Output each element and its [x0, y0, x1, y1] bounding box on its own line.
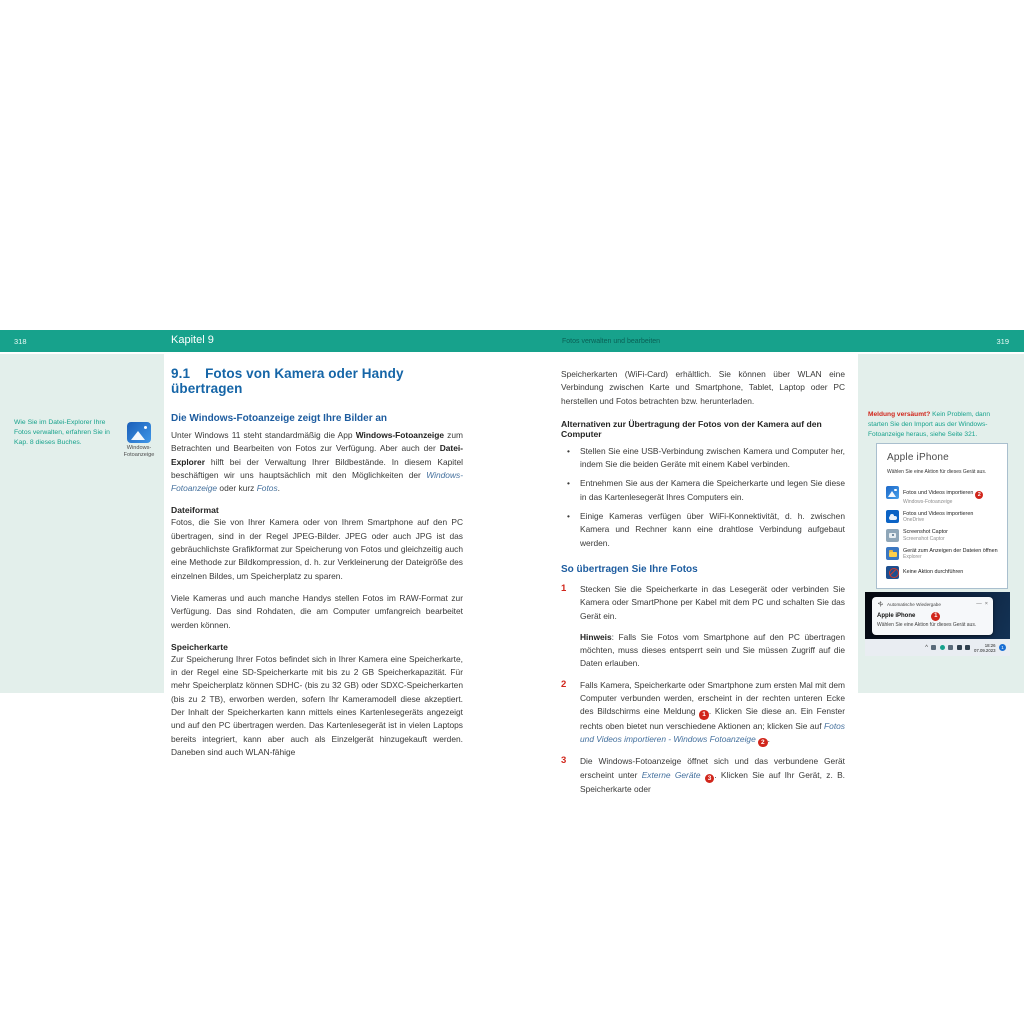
- windows-fotoanzeige-app-block: [122, 422, 156, 458]
- list-item: • Einige Kameras verfügen über WiFi-Konnektivität, d. h. zwischen Kamera und Rechner kann eine drahtlose Verbindung aufgebaut werden.: [561, 510, 845, 550]
- list-item: • Entnehmen Sie aus der Kamera die Speicherkarte und legen Sie diese in das Kartenlesegerät Ihres Computers ein.: [561, 477, 845, 504]
- bullet-icon: •: [567, 511, 570, 522]
- list-item: • Stellen Sie eine USB-Verbindung zwischen Kamera und Computer her, indem Sie die beiden Geräte mit einem Kabel verbinden.: [561, 445, 845, 472]
- autoplay-dialog: [876, 443, 1008, 589]
- close-icon[interactable]: ×: [984, 600, 988, 607]
- margin-note-right: Meldung versäumt? Kein Problem, dann starten Sie den Import aus der Windows-Fotoanzeige heraus, siehe Seite 321.: [868, 411, 991, 439]
- left-margin-column: [0, 354, 164, 693]
- step-number: 2: [561, 678, 567, 690]
- section-title: Fotos von Kamera oder Handy übertragen: [171, 366, 404, 396]
- onedrive-icon: [886, 510, 899, 523]
- step-1: 1 Stecken Sie die Speicherkarte in das Lesegerät oder verbinden Sie Kamera oder SmartPhone per Kabel mit dem PC und schalten Sie das Gerät ein.: [561, 583, 845, 623]
- subheading-fotoanzeige: Die Windows-Fotoanzeige zeigt Ihre Bilder an: [171, 413, 388, 424]
- tray-app-icon[interactable]: [931, 645, 936, 650]
- section-heading: [171, 366, 463, 396]
- subheading-dateiformat: Dateiformat: [171, 505, 219, 516]
- dialog-option-import-onedrive[interactable]: Fotos und Videos importieren OneDrive: [886, 510, 1001, 523]
- running-title: Fotos verwalten und bearbeiten: [562, 338, 661, 345]
- desktop-screenshot: [865, 592, 1010, 656]
- section-number: 9.1: [171, 366, 191, 381]
- callout-badge-1: 1: [931, 612, 940, 621]
- callout-badge-3: 3: [705, 774, 715, 784]
- bullet-icon: •: [567, 478, 570, 489]
- photos-app-icon: [127, 422, 151, 443]
- taskbar-clock[interactable]: 18:26 07.09.2023: [973, 642, 996, 653]
- page-number-left: 318: [14, 337, 27, 346]
- inline-term: Windows-Fotoanzeige: [171, 469, 463, 494]
- inline-bold: Datei-Explorer: [171, 443, 463, 467]
- step-number: 1: [561, 582, 567, 594]
- app-icon-caption: Windows- Fotoanzeige: [123, 445, 155, 458]
- tray-chevron-icon[interactable]: ^: [925, 644, 928, 651]
- taskbar[interactable]: [865, 639, 1010, 656]
- tray-green-app-icon[interactable]: [940, 645, 945, 650]
- paragraph: Viele Kameras und auch manche Handys stellen Fotos im RAW-Format zur Verfügung. Das sind Rohdaten, die am Computer umfangreich bearbeitet werden können.: [171, 592, 463, 630]
- photos-app-icon: [886, 486, 899, 499]
- subheading-steps: So übertragen Sie Ihre Fotos: [561, 563, 698, 575]
- screenshot-captor-icon: [886, 529, 899, 542]
- right-margin-column: [858, 354, 1024, 693]
- toast-device-title: Apple iPhone: [877, 613, 916, 619]
- inline-bold: Hinweis: [580, 631, 612, 642]
- paragraph: Unter Windows 11 steht standardmäßig die App Windows-Fotoanzeige zum Betrachten und Bearbeiten von Fotos zur Verfügung. Aber auch der Datei-Explorer hilft bei der Verwaltung Ihrer Bildbestände. In diesem Kapitel beschäftigen wir uns hauptsächlich mit den Möglichkeiten der Windows-Fotoanzeige oder kurz Fotos.: [171, 430, 463, 494]
- dialog-title: Apple iPhone: [887, 452, 949, 463]
- inline-bold: Windows-Fotoanzeige: [355, 430, 445, 440]
- dialog-option-open-explorer[interactable]: Gerät zum Anzeigen der Dateien öffnen Explorer: [886, 547, 1001, 560]
- bullet-icon: •: [567, 445, 570, 456]
- hinweis-note: Hinweis: Falls Sie Fotos vom Smartphone auf den PC übertragen möchten, muss dieses entsperrt sein und Sie müssen Zugriff auf die Daten erlauben.: [580, 631, 845, 669]
- inline-ui-reference: Externe Geräte: [641, 769, 705, 780]
- tray-network-icon[interactable]: [957, 645, 962, 650]
- margin-note-lead: Meldung versäumt?: [868, 411, 931, 418]
- margin-note-left: Wie Sie im Datei-Explorer Ihre Fotos verwalten, erfahren Sie in Kap. 8 dieses Buches.: [14, 419, 110, 447]
- subheading-alternativen: Alternativen zur Übertragung der Fotos von der Kamera auf den Computer: [561, 418, 822, 439]
- paragraph: Fotos, die Sie von Ihrer Kamera oder von Ihrem Smartphone auf den PC übertragen, sind in der Regel JPEG-Bilder. JPEG oder auch JPG ist das gebräuchlichste Grafikformat zur Speicherung von Fotos und gleichzeitig auch eine Methode zur Bildkompression, d. h. zur Verkleinerung der Dateigröße des einzelnen Bildes, um Speicherplatz zu sparen.: [171, 517, 463, 581]
- usb-icon: [877, 601, 884, 608]
- callout-badge-1: 1: [699, 710, 709, 720]
- callout-badge-2: 2: [975, 491, 983, 499]
- toast-subtitle: Wählen Sie eine Aktion für dieses Gerät aus.: [877, 622, 977, 628]
- inline-term: Fotos: [256, 483, 278, 494]
- tray-volume-icon[interactable]: [948, 645, 953, 650]
- running-header-bar: [0, 330, 1024, 352]
- notification-count-badge[interactable]: 1: [999, 644, 1006, 651]
- subheading-speicherkarte: Speicherkarte: [171, 641, 228, 652]
- dialog-option-import-fotoanzeige[interactable]: Fotos und Videos importieren 2 Windows-Fotoanzeige: [886, 481, 1001, 505]
- right-page-body: [561, 366, 845, 796]
- step-number: 3: [561, 755, 567, 767]
- left-page-body: [171, 366, 463, 759]
- dialog-option-screenshot-captor[interactable]: Screenshot Captor Screenshot Captor: [886, 529, 1001, 542]
- page-number-right: 319: [996, 337, 1009, 346]
- chapter-label: Kapitel 9: [171, 334, 214, 346]
- minimize-icon[interactable]: —: [976, 600, 982, 607]
- autoplay-toast[interactable]: [872, 597, 993, 635]
- dialog-subtitle: Wählen Sie eine Aktion für dieses Gerät aus.: [887, 469, 987, 475]
- explorer-folder-icon: [886, 547, 899, 560]
- no-action-icon: [886, 566, 899, 579]
- toast-header-label: Automatische Wiedergabe: [887, 601, 941, 607]
- step-3: 3 Die Windows-Fotoanzeige öffnet sich und das verbundene Gerät erscheint unter Externe Geräte 3 . Klicken Sie auf Ihr Gerät, z. B. Speicherkarte oder: [561, 755, 845, 796]
- paragraph: Speicherkarten (WiFi-Card) erhältlich. Sie können über WLAN eine Verbindung zwischen Karte und Smartphone, Tablet, Laptop oder PC herstellen und Fotos betrachten bzw. herunterladen.: [561, 369, 845, 406]
- tray-battery-icon[interactable]: [965, 645, 970, 650]
- step-2: 2 Falls Kamera, Speicherkarte oder Smartphone zum ersten Mal mit dem Computer verbunden werden, erscheint in der rechten unteren Ecke des Bildschirms eine Meldung 1 . Klicken Sie diese an. Ein Fenster rechts oben bietet nun verschiedene Aktionen an; klicken Sie auf Fotos und Videos importieren - Windows Fotoanzeige 2 .: [561, 678, 845, 747]
- dialog-option-no-action[interactable]: Keine Aktion durchführen: [886, 566, 1001, 579]
- paragraph: Zur Speicherung Ihrer Fotos befindet sich in Ihrer Kamera eine Speicherkarte, in der Regel eine SD-Speicherkarte mit bis zu 2 GB Speicherkapazität. Für mehr Speicherplatz können SDHC- (bis zu 32 GB) oder SDXC-Speicherkarten (bis zu 2 TB), erworben werden, sofern Ihr Kameramodell diese akzeptiert. Der Inhalt der Speicherkarten kann mittels eines Kartenlesegeräts angezeigt und auf den PC übertragen werden. Das Kartenlesegerät ist in vielen Laptops bereits integriert, kann aber auch als Einzelgerät hinzugekauft werden. Daneben sind auch WLAN-fähige: [171, 653, 463, 757]
- callout-badge-2: 2: [758, 738, 768, 748]
- inline-ui-reference: Fotos und Videos importieren - Windows Fotoanzeige: [580, 720, 845, 745]
